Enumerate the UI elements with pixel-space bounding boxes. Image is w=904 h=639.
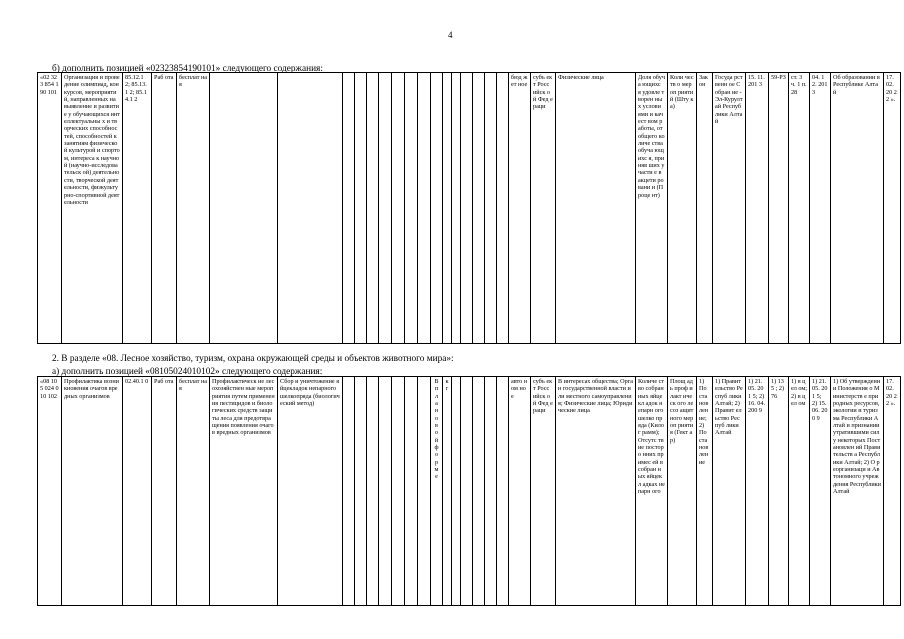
table-cell: Организация и проведение олимпиад, конкурсов, мероприятий, направленных на выявление и развитие у обучающихся интеллектуальны х и творческих способностей, способностей к занятиям физической культурой и спортом, интереса к научной (научно-исследовательск ой) деятельности, творческой деятельности, физкультурно-спортивной деятельности bbox=[62, 73, 123, 344]
table-cell: «02 323 854 190 101 bbox=[38, 73, 62, 344]
table-cell: 02.40.1 0 bbox=[123, 377, 152, 606]
table-cell bbox=[485, 377, 497, 606]
table-cell: В п л а н о в о й ф о р м е bbox=[431, 377, 443, 606]
table-cell: 1) 135 ; 2) 76 bbox=[769, 377, 789, 606]
table-cell: 1) Правит ельство Респуб лики Алтай; 2) Правит ельство Респуб лики Алтай bbox=[713, 377, 746, 606]
table-cell: ст. 3 ч. 1 п. 28 bbox=[789, 73, 810, 344]
table-cell: Физические лица bbox=[556, 73, 636, 344]
table-cell: Профилактика возникновения очагов вредных организмов bbox=[62, 377, 123, 606]
table-cell: Об образовании в Республике Алтай bbox=[831, 73, 884, 344]
table-cell bbox=[355, 377, 367, 606]
table-cell bbox=[343, 73, 355, 344]
table-cell: Зак он bbox=[697, 73, 713, 344]
table-cell bbox=[418, 377, 431, 606]
table-cell: авто ном ное bbox=[509, 377, 531, 606]
table-cell bbox=[497, 377, 509, 606]
table-cell: 1) Об утверждении Положения о Министерств е природных ресурсов, экологии и туризма Республики Алтай и признании утратившими силу некоторых Постановлен ий Правительств а Республики Алтай; 2) О реорганизаци и Автономного учреждения Республики Алтай bbox=[831, 377, 884, 606]
table-cell: Площ адь проф илакт ическ ого лесоз ащит ного мероп рияти я (Гект ар) bbox=[668, 377, 697, 606]
table-cell: В интересах общества; Орган государственной власти или местного самоуправления; Физические лица; Юридические лица bbox=[556, 377, 636, 606]
table-cell bbox=[392, 73, 405, 344]
table-cell: 1) 21. 05. 201 5; 2) 15. 06. 200 9 bbox=[810, 377, 831, 606]
page-number: 4 bbox=[448, 30, 453, 40]
table-cell bbox=[278, 73, 343, 344]
table-cell: 04. 12. 201 3 bbox=[810, 73, 831, 344]
table-cell: 17. 02. 20 22 ». bbox=[884, 73, 901, 344]
table-cell: Сбор и уничтожение яйцекладок непарного шелкопряда (биологический метод) bbox=[278, 377, 343, 606]
table-cell: к г bbox=[443, 377, 452, 606]
table-row bbox=[38, 73, 901, 344]
table-cell bbox=[405, 73, 418, 344]
table-cell: 59-РЗ bbox=[769, 73, 789, 344]
table-cell bbox=[443, 73, 452, 344]
table-cell bbox=[379, 377, 392, 606]
table-cell bbox=[452, 73, 461, 344]
table-cell bbox=[473, 73, 485, 344]
table-cell: бесплат ная bbox=[177, 377, 210, 606]
table-cell: Раб ота bbox=[152, 73, 177, 344]
table-cell: Госуда рственн ое Собран ие - Эл-Курулт ай Респуб лики Алтай bbox=[713, 73, 746, 344]
table-cell bbox=[461, 377, 473, 606]
table-cell bbox=[210, 73, 278, 344]
table-cell bbox=[418, 73, 431, 344]
table-cell bbox=[431, 73, 443, 344]
table-cell: бюд жет ное bbox=[509, 73, 531, 344]
table-cell bbox=[497, 73, 509, 344]
caption-b: б) дополнить позицией «02323854190101» следующего содержания: bbox=[52, 64, 323, 74]
table-cell: 1) По ста нов лен ие; 2) По ста нов лен ие bbox=[697, 377, 713, 606]
table-cell: бесплат ная bbox=[177, 73, 210, 344]
table-cell: Доля обуча ющихс я удовле творен ных услови ями и качест вом работы, от общего количе ства обуча ющихс я, приняв ших участи е в акцети ровани и (Проце нт) bbox=[636, 73, 668, 344]
table-cell: субъ ект Росс ийск ой Фед ераци bbox=[531, 73, 556, 344]
table-cell bbox=[405, 377, 418, 606]
table-cell: Профилактическ ие лесохозяйствен ные мероприятия путем применения пестицидов и биологических средств защиты леса для предотвращения появления очагов вредных организмов bbox=[210, 377, 278, 606]
registry-table-1 bbox=[37, 72, 901, 344]
section-heading: 2. В разделе «08. Лесное хозяйство, туризм, охрана окружающей среды и объектов животного мира»: bbox=[52, 354, 454, 364]
table-cell bbox=[355, 73, 367, 344]
table-cell: 17. 02. 20 22 ». bbox=[884, 377, 901, 606]
table-cell: Раб ота bbox=[152, 377, 177, 606]
table-cell: 1) 21. 05. 201 5; 2) 16. 04. 200 9 bbox=[746, 377, 769, 606]
table-cell bbox=[367, 377, 379, 606]
table-cell: Количе ство собран ных яйцекл адок непарн ого шелко пряда (Килог рамм); Отсутс твие посторо нних примес ей в собран ных яйцекл адках непарн ого bbox=[636, 377, 668, 606]
table-cell: 1) в цел ом; 2) в цел ом bbox=[789, 377, 810, 606]
table-cell bbox=[343, 377, 355, 606]
caption-a: а) дополнить позицией «08105024010102» следующего содержания: bbox=[52, 367, 323, 377]
table-cell bbox=[461, 73, 473, 344]
table-cell: 15. 11. 201 3 bbox=[746, 73, 769, 344]
table-cell: 85.12.1 2; 85.13.1 2; 85.14.1 2 bbox=[123, 73, 152, 344]
registry-table-2 bbox=[37, 376, 901, 606]
table-cell: «08 105 024 010 102 bbox=[38, 377, 62, 606]
table-cell bbox=[379, 73, 392, 344]
table-cell bbox=[367, 73, 379, 344]
table-cell bbox=[473, 377, 485, 606]
table-cell bbox=[452, 377, 461, 606]
table-cell bbox=[392, 377, 405, 606]
table-cell: субъ ект Росс ийск ой Фед ераци bbox=[531, 377, 556, 606]
table-cell: Коли честв о мероп рияти й (Шту ка) bbox=[668, 73, 697, 344]
table-row bbox=[38, 377, 901, 606]
table-cell bbox=[485, 73, 497, 344]
